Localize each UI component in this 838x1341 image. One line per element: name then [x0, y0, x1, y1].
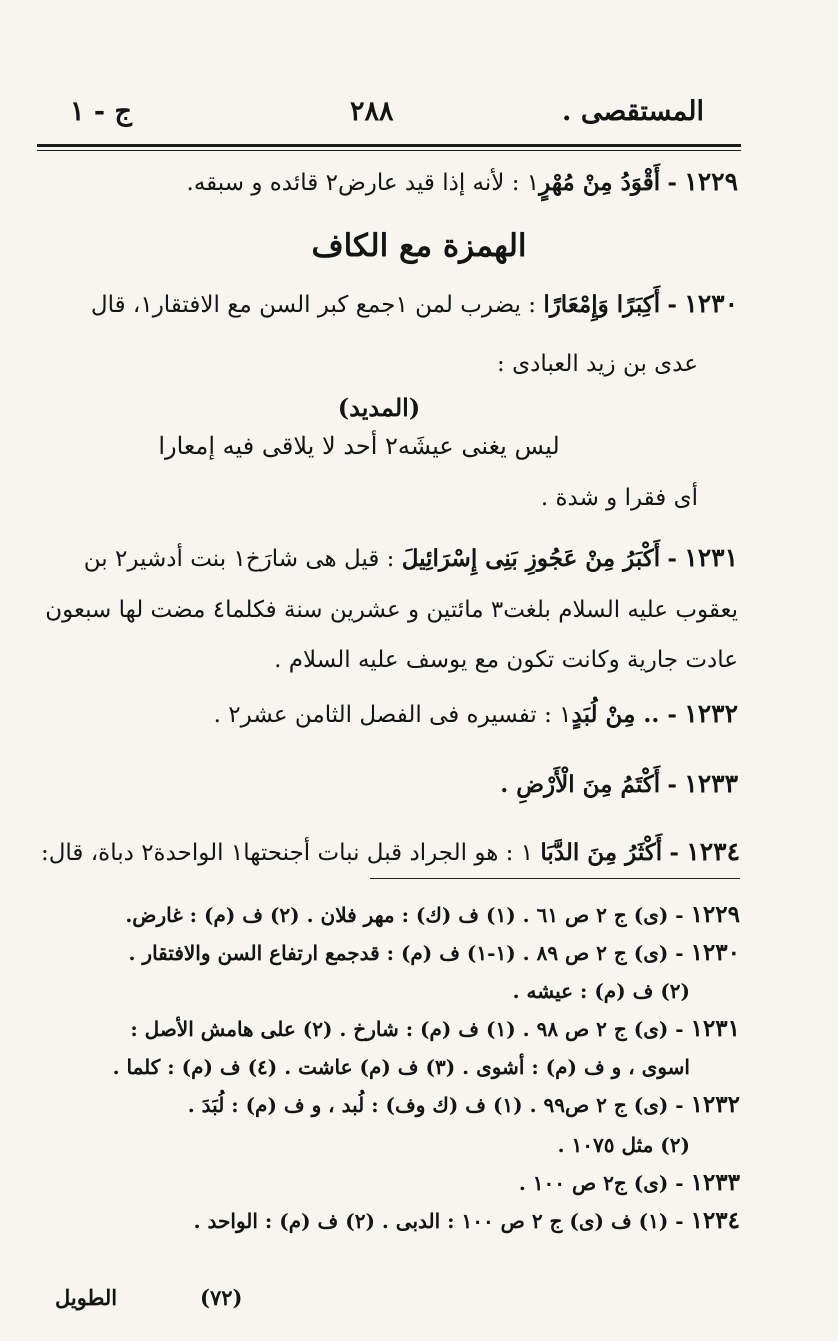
footnote-text: - (ى) ج ٢ ص ٨٩ . (١-١) ف (م) : قدجمع ارتفاع السن والافتقار . — [128, 941, 684, 965]
section-heading: الهمزة مع الكاف — [311, 228, 527, 264]
entry-1234 — [40, 832, 740, 873]
footnote-text: - (ى) ج ٢ ص ٩٨ . (١) ف (م) : شارخ . (٢) على هامش الأصل : — [130, 1017, 684, 1041]
entry-dash: - — [667, 771, 677, 798]
entry-1231-line2: يعقوب عليه السلام بلغت٣ مائتين و عشرين سنة فكلما٤ مضت لها سبعون — [45, 597, 738, 623]
proverb-head: أَكْثَرُ مِنَ الدَّبَا — [540, 839, 663, 866]
entry-1229 — [40, 162, 738, 203]
entry-dash: - — [669, 839, 679, 866]
entry-number: ١٢٣٠ — [684, 289, 738, 318]
running-header — [40, 92, 740, 132]
entry-dash: - — [667, 169, 677, 196]
entry-1231 — [40, 538, 738, 579]
entry-1232 — [40, 694, 738, 735]
page-number: ٢٨٨ — [350, 96, 394, 127]
volume-label: ج - ١ — [70, 96, 132, 127]
entry-number: ١٢٣٤ — [686, 837, 740, 866]
footnote-text: - (ى) ج ٢ ص ٦١ . (١) ف (ك) : مهر فلان . (٢) ف (م) : غارض. — [125, 903, 684, 927]
entry-1230-line4: أى فقرا و شدة . — [540, 485, 698, 511]
book-title: المستقصى . — [562, 96, 704, 127]
entry-number: ١٢٣٢ — [684, 699, 738, 728]
entry-1231-line3: عادت جارية وكانت تكون مع يوسف عليه السلام . — [274, 647, 738, 673]
footnote-1230 — [40, 936, 740, 970]
footnote-number: ١٢٣٤ — [690, 1207, 740, 1234]
entry-number: ١٢٣٣ — [684, 769, 738, 798]
footnote-text: - (ى) ج٢ ص ١٠٠ . — [518, 1171, 684, 1195]
footnote-1231-line2: اسوى ، و ف (م) : أشوى . (٣) ف (م) عاشت . (٤) ف (م) : كلما . — [112, 1055, 690, 1079]
footnote-number: ١٢٣٣ — [690, 1169, 740, 1196]
footnote-1233 — [40, 1166, 740, 1200]
header-rule-thin — [37, 150, 741, 151]
entry-text: : قيل هى شارَخ١ بنت أدشير٢ بن — [83, 546, 395, 572]
footnote-text: - (ى) ج ٢ ص٩٩ . (١) ف (ك وف) : لُبد ، و ف (م) : لُبَدَ . — [187, 1093, 684, 1117]
entry-1233 — [40, 764, 738, 805]
entry-text: ١ : لأنه إذا قيد عارض٢ قائده و سبقه. — [186, 170, 540, 196]
header-rule — [37, 144, 741, 147]
footnote-1229 — [40, 898, 740, 932]
entry-number: ١٢٣١ — [684, 543, 738, 572]
verse-line: ليس يغنى عيشَه٢ أحد لا يلاقى فيه إمعارا — [158, 432, 560, 460]
proverb-head: أَكْبَرُ مِنْ عَجُوزِ بَنِى إِسْرَائِيلَ — [401, 545, 661, 572]
footnote-number: ١٢٣١ — [690, 1015, 740, 1042]
footnote-1231 — [40, 1012, 740, 1046]
proverb-head: أَقْوَدُ مِنْ مُهْرٍ — [539, 169, 661, 196]
entry-text: : يضرب لمن ١جمع كبر السن مع الافتقار١، قال — [90, 292, 536, 318]
footnote-number: ١٢٢٩ — [690, 901, 740, 928]
footnote-1232 — [40, 1088, 740, 1122]
footnote-1234 — [40, 1204, 740, 1238]
footer-meter: الطويل — [55, 1285, 118, 1310]
entry-text: ١ : تفسيره فى الفصل الثامن عشر٢ . — [213, 702, 572, 728]
footnote-number: ١٢٣٠ — [690, 939, 740, 966]
verse-meter: (المديد) — [337, 393, 421, 422]
footnote-text: - (١) ف (ى) ج ٢ ص ١٠٠ : الدبى . (٢) ف (م) : الواحد . — [193, 1209, 684, 1233]
entry-1230 — [40, 284, 738, 325]
entry-1230-line2: عدى بن زيد العبادى : — [497, 351, 698, 377]
proverb-head: - .. مِنْ لُبَدٍ — [571, 701, 677, 728]
footnote-number: ١٢٣٢ — [690, 1091, 740, 1118]
signature-number: (٧٢) — [200, 1285, 243, 1310]
entry-text: ١ : هو الجراد قبل نبات أجنحتها١ الواحدة٢ دباة، قال: — [40, 840, 534, 866]
footnote-1232-line2: (٢) مثل ١٠٧٥ . — [557, 1133, 690, 1157]
footnote-1230-line2: (٢) ف (م) : عيشه . — [512, 979, 690, 1003]
proverb-head: أَكِبَرًا وَإِمْعَارًا — [543, 291, 661, 318]
footnote-rule — [370, 878, 740, 879]
entry-number: ١٢٢٩ — [684, 167, 738, 196]
entry-dash: - — [667, 291, 677, 318]
proverb-head: أَكْتَمُ مِنَ الْأَرْضِ . — [500, 771, 661, 798]
entry-dash: - — [667, 545, 677, 572]
